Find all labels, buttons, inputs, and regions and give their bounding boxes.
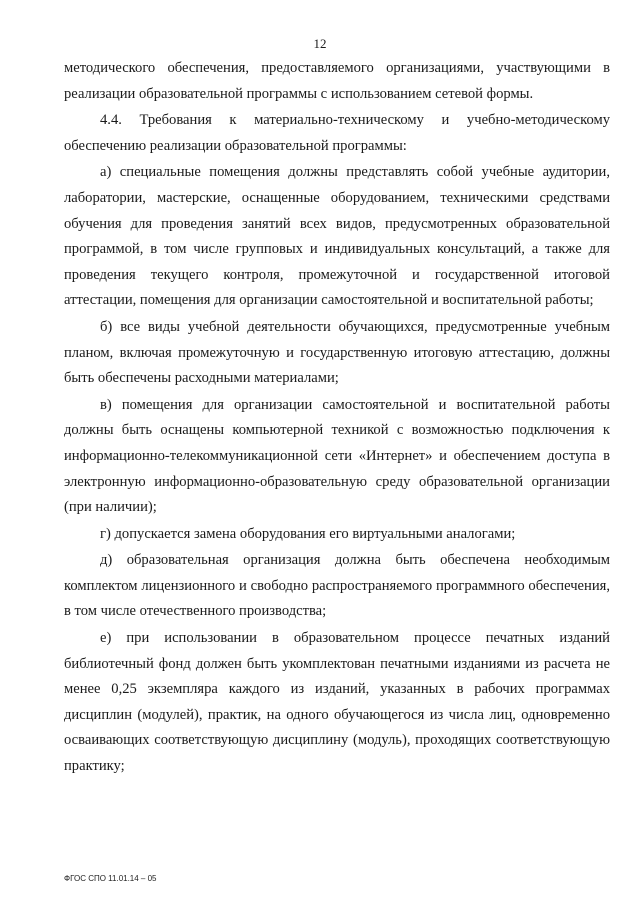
paragraph-section-4-4: 4.4. Требования к материально-техническому и учебно-методическому обеспечению реализации образовательной программы:: [64, 112, 610, 154]
document-body: [64, 56, 610, 780]
paragraph-item-b: б) все виды учебной деятельности обучающихся, предусмотренные учебным планом, включая промежуточную и государственную итоговую аттестацию, должны быть обеспечены расходными материалами;: [64, 318, 610, 387]
paragraph-item-e: е) при использовании в образовательном процессе печатных изданий библиотечный фонд должен быть укомплектован печатными изданиями из расчета не менее 0,25 экземпляра каждого из изданий, указанных в рабочих программах дисциплин (модулей), практик, на одного обучающегося из числа лиц, одновременно осваивающих соответствующую дисциплину (модуль), проходящих соответствующую практику;: [64, 630, 610, 775]
paragraph-continuation: методического обеспечения, предоставляемого организациями, участвующими в реализации образовательной программы с использованием сетевой формы.: [64, 60, 610, 102]
page-number: 12: [313, 36, 327, 51]
paragraph-item-g: г) допускается замена оборудования его виртуальными аналогами;: [100, 525, 516, 542]
document-footer: ФГОС СПО 11.01.14 – 05: [64, 874, 157, 883]
paragraph-item-a: а) специальные помещения должны представлять собой учебные аудитории, лаборатории, мастерские, оснащенные оборудованием, техническими средствами обучения для проведения занятий всех видов, предусмотренных образовательной программой, в том числе групповых и индивидуальных консультаций, а также для проведения текущего контроля, промежуточной и государственной итоговой аттестации, помещения для организации самостоятельной и воспитательной работы;: [64, 164, 610, 309]
paragraph-item-d: д) образовательная организация должна быть обеспечена необходимым комплектом лицензионного и свободно распространяемого программного обеспечения, в том числе отечественного производства;: [64, 552, 610, 620]
paragraph-item-v: в) помещения для организации самостоятельной и воспитательной работы должны быть оснащены компьютерной техникой с возможностью подключения к информационно-телекоммуникационной сети «Интернет» и обеспечением доступа в электронную информационно-образовательную среду образовательной организации (при наличии);: [64, 396, 610, 516]
